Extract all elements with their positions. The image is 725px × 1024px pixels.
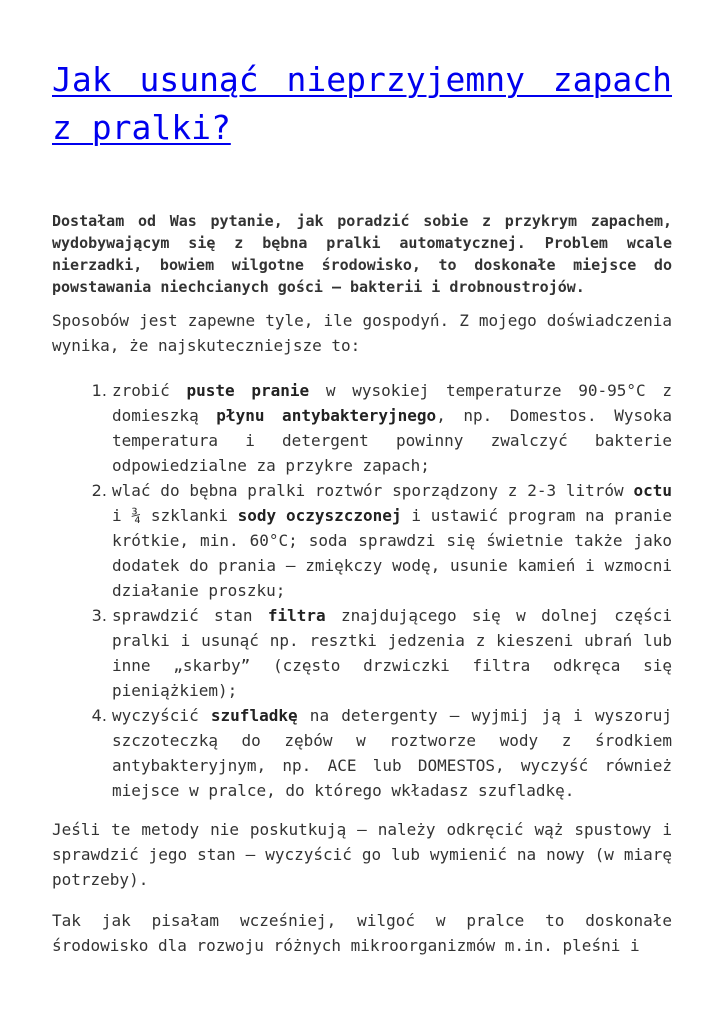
step-2-bold-b: sody oczyszczonej xyxy=(237,506,402,525)
step-2-bold-a: octu xyxy=(633,481,672,500)
step-1-bold-a: puste pranie xyxy=(186,381,310,400)
step-3-text-b: znajdującego się w dolnej części pralki i usunąć np. resztki jedzenia z kieszeni ubrań lub inne „skarby” (często drzwiczki filtra odkręca się pieniążkiem); xyxy=(112,606,672,700)
step-3-bold-a: filtra xyxy=(267,606,326,625)
step-4-text-b: na detergenty – wyjmij ją i wyszoruj szczoteczką do zębów w roztworze wody z środkiem antybakteryjnym, np. ACE lub DOMESTOS, wyczyść również miejsce w pralce, do którego wkładasz szufladkę. xyxy=(112,706,673,800)
step-1-text-b: w wysokiej temperaturze 90-95°C z domieszką xyxy=(112,381,673,425)
step-4-text-a: wyczyścić xyxy=(112,706,211,725)
step-1-bold-b: płynu antybakteryjnego xyxy=(216,406,437,425)
article-intro: Sposobów jest zapewne tyle, ile gospodyń. Z mojego doświadczenia wynika, że najskuteczniejsze to: xyxy=(52,311,672,355)
step-3-text-a: sprawdzić stan xyxy=(112,606,268,625)
step-2-text-c: i ustawić program na pranie krótkie, min. 60°C; soda sprawdzi się świetnie także jako dodatek do prania – zmiękczy wodę, usunie kamień i wzmocni działanie proszku; xyxy=(112,506,672,600)
article-paragraph-continued: Tak jak pisałam wcześniej, wilgoć w pralce to doskonałe środowisko dla rozwoju różnych mikroorganizmów m.in. pleśni i xyxy=(52,911,672,955)
step-1-text-c: , np. Domestos. Wysoka temperatura i detergent powinny zwalczyć bakterie odpowiedzialne za przykre zapach; xyxy=(112,406,673,475)
list-item xyxy=(112,603,672,703)
list-item xyxy=(112,378,672,478)
step-4-bold-a: szufladkę xyxy=(210,706,298,725)
list-item xyxy=(112,478,672,603)
step-1-text-a: zrobić xyxy=(112,381,187,400)
step-2-text-a: wlać do bębna pralki roztwór sporządzony z 2-3 litrów xyxy=(112,481,634,500)
list-item xyxy=(112,703,672,803)
step-2-text-b: i ¾ szklanki xyxy=(112,506,238,525)
article-lead: Dostałam od Was pytanie, jak poradzić sobie z przykrym zapachem, wydobywającym się z bębna pralki automatycznej. Problem wcale nierzadki, bowiem wilgotne środowisko, to doskonałe miejsce do powstawania niechcianych gości – bakterii i drobnoustrojów. xyxy=(52,212,672,296)
article-title xyxy=(52,56,672,152)
article-title-link[interactable]: Jak usunąć nieprzyjemny zapach z pralki? xyxy=(52,60,672,147)
article xyxy=(52,56,672,958)
article-paragraph-after: Jeśli te metody nie poskutkują – należy odkręcić wąż spustowy i sprawdzić jego stan – wyczyścić go lub wymienić na nowy (w miarę potrzeby). xyxy=(52,820,672,889)
steps-list xyxy=(52,378,672,803)
